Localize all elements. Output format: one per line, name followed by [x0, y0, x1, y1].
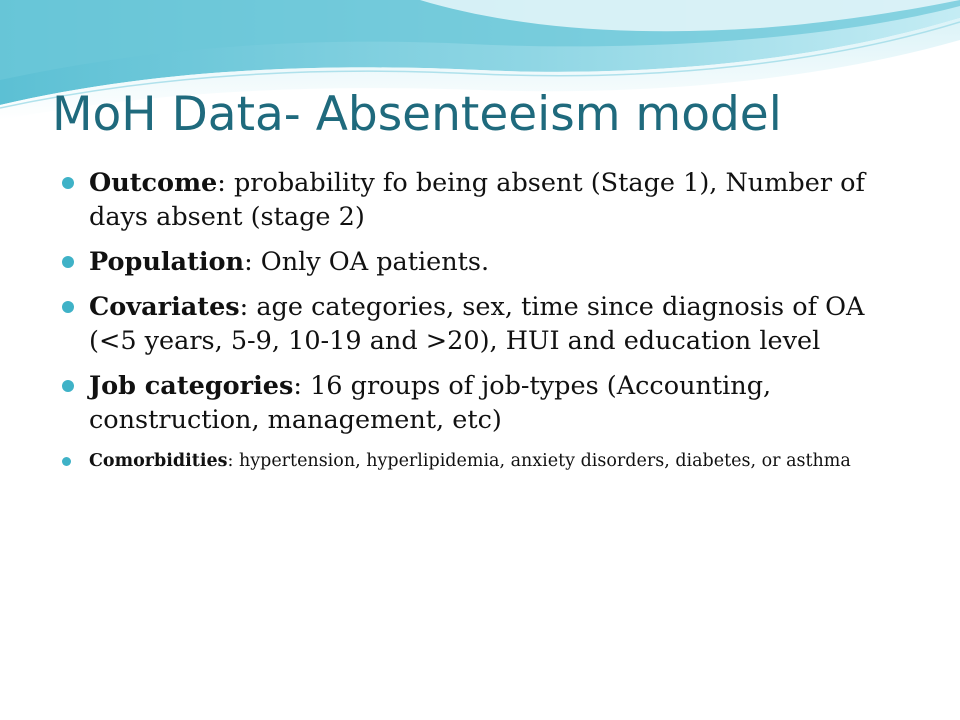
bullet-comorbidities: [62, 448, 914, 474]
bullet-dot-icon: [62, 256, 74, 268]
slide-content: [62, 166, 914, 474]
bullet-text: : probability fo being absent (Stage 1), Number of days absent (stage 2): [89, 168, 865, 232]
bullet-text: : 16 groups of job-types (Accounting, construction, management, etc): [89, 371, 772, 435]
bullet-job-categories: [62, 369, 914, 437]
bullet-label: Outcome: [89, 168, 218, 198]
bullet-label: Comorbidities: [89, 451, 228, 471]
bullet-label: Job categories: [89, 371, 294, 401]
bullet-dot-icon: [62, 380, 74, 392]
slide-title: MoH Data- Absenteeism model: [52, 87, 782, 142]
bullet-dot-icon: [62, 177, 74, 189]
bullet-label: Covariates: [89, 292, 240, 322]
bullet-dot-icon: [62, 301, 74, 313]
bullet-dot-icon: [62, 457, 71, 466]
bullet-text: : Only OA patients.: [244, 247, 490, 277]
bullet-label: Population: [89, 247, 245, 277]
bullet-covariates: [62, 290, 914, 358]
bullet-outcome: [62, 166, 914, 234]
bullet-text: : hypertension, hyperlipidemia, anxiety disorders, diabetes, or asthma: [227, 451, 851, 471]
bullet-text: : age categories, sex, time since diagnosis of OA (<5 years, 5-9, 10-19 and >20), HUI and education level: [89, 292, 865, 356]
bullet-list: [62, 166, 914, 474]
bullet-population: [62, 245, 914, 279]
